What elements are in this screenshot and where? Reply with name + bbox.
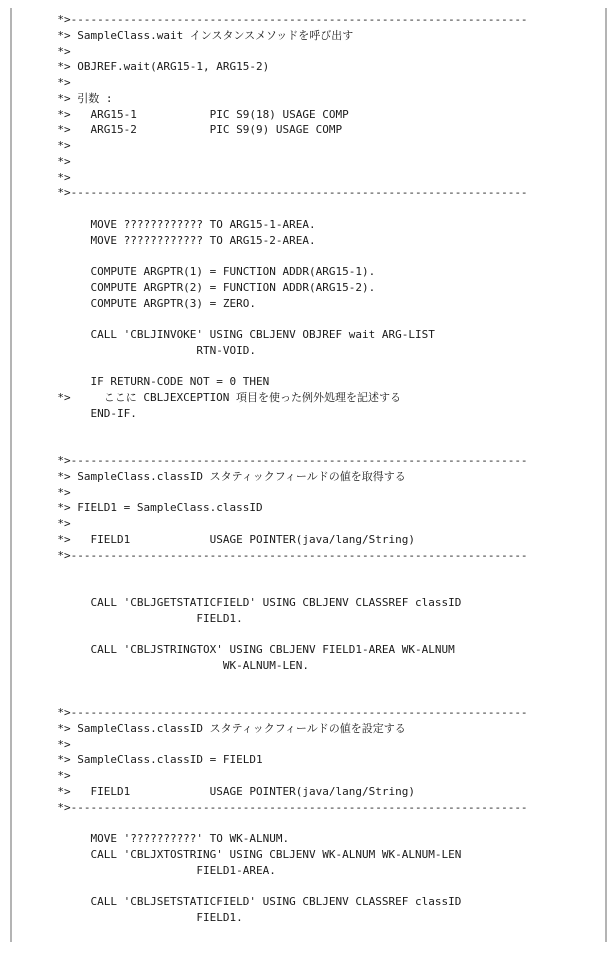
code-line: [11, 248, 528, 264]
code-line: *> FIELD1 = SampleClass.classID: [11, 501, 263, 515]
code-line: *>---------------------------------------------------------------------: [11, 706, 528, 719]
code-line: *>---------------------------------------------------------------------: [11, 13, 528, 26]
cobol-code-listing: [11, 12, 528, 926]
code-line: RTN-VOID.: [11, 343, 257, 357]
code-line: MOVE ???????????? TO ARG15-2-AREA.: [11, 233, 316, 247]
code-line: MOVE ???????????? TO ARG15-1-AREA.: [11, 217, 316, 231]
code-line: *>: [11, 44, 71, 58]
code-line: CALL 'CBLJSTRINGTOX' USING CBLJENV FIELD1-AREA WK-ALNUM: [11, 643, 455, 656]
code-line: MOVE '??????????' TO WK-ALNUM.: [11, 832, 290, 845]
code-line: [11, 626, 528, 642]
code-line: COMPUTE ARGPTR(3) = ZERO.: [11, 296, 257, 310]
code-line: *> ARG15-2 PIC S9(9) USAGE COMP: [11, 123, 343, 137]
code-line: [11, 201, 528, 217]
code-line: FIELD1.: [11, 611, 243, 625]
code-line: [11, 878, 528, 894]
code-line: CALL 'CBLJSETSTATICFIELD' USING CBLJENV CLASSREF classID: [11, 895, 462, 908]
code-line: FIELD1.: [11, 910, 243, 924]
code-line: *>: [11, 769, 71, 782]
code-line: *> SampleClass.wait インスタンスメソッドを呼び出す: [11, 28, 354, 42]
code-line: *> FIELD1 USAGE POINTER(java/lang/String): [11, 784, 415, 798]
code-line: *>---------------------------------------------------------------------: [11, 186, 528, 200]
code-line: [11, 563, 528, 579]
code-line: [11, 579, 528, 595]
code-line: *> OBJREF.wait(ARG15-1, ARG15-2): [11, 60, 270, 74]
code-line: [11, 815, 528, 831]
code-line: CALL 'CBLJXTOSTRING' USING CBLJENV WK-ALNUM WK-ALNUM-LEN: [11, 847, 462, 861]
code-line: *>: [11, 76, 71, 89]
code-line: [11, 437, 528, 453]
code-line: *> SampleClass.classID スタティックフィールドの値を取得する: [11, 469, 406, 483]
code-line: *>: [11, 737, 71, 751]
code-line: FIELD1-AREA.: [11, 863, 276, 877]
code-line: IF RETURN-CODE NOT = 0 THEN: [11, 375, 270, 389]
code-line: [11, 311, 528, 327]
code-line: COMPUTE ARGPTR(2) = FUNCTION ADDR(ARG15-2).: [11, 280, 376, 294]
code-line: *>: [11, 170, 71, 184]
code-line: CALL 'CBLJINVOKE' USING CBLJENV OBJREF wait ARG-LIST: [11, 328, 435, 341]
code-line: *>: [11, 154, 71, 168]
code-line: [11, 689, 528, 705]
code-line: [11, 359, 528, 375]
code-line: CALL 'CBLJGETSTATICFIELD' USING CBLJENV CLASSREF classID: [11, 595, 462, 609]
code-line: *>---------------------------------------------------------------------: [11, 800, 528, 814]
code-line: *> 引数 :: [11, 91, 113, 105]
code-line: [11, 674, 528, 690]
code-line: *> ここに CBLJEXCEPTION 項目を使った例外処理を記述する: [11, 391, 402, 404]
code-line: *> SampleClass.classID スタティックフィールドの値を設定する: [11, 721, 406, 735]
code-line: *>---------------------------------------------------------------------: [11, 548, 528, 562]
code-line: *> SampleClass.classID = FIELD1: [11, 753, 263, 767]
code-line: *>---------------------------------------------------------------------: [11, 454, 528, 467]
code-line: *> FIELD1 USAGE POINTER(java/lang/String): [11, 532, 415, 546]
code-line: *>: [11, 485, 71, 499]
code-line: WK-ALNUM-LEN.: [11, 658, 310, 672]
code-line: COMPUTE ARGPTR(1) = FUNCTION ADDR(ARG15-1).: [11, 265, 376, 278]
right-page-border: [605, 8, 607, 942]
code-line: END-IF.: [11, 406, 137, 420]
code-line: *>: [11, 139, 71, 152]
code-line: [11, 422, 528, 438]
code-line: *>: [11, 517, 71, 530]
code-line: *> ARG15-1 PIC S9(18) USAGE COMP: [11, 107, 349, 121]
